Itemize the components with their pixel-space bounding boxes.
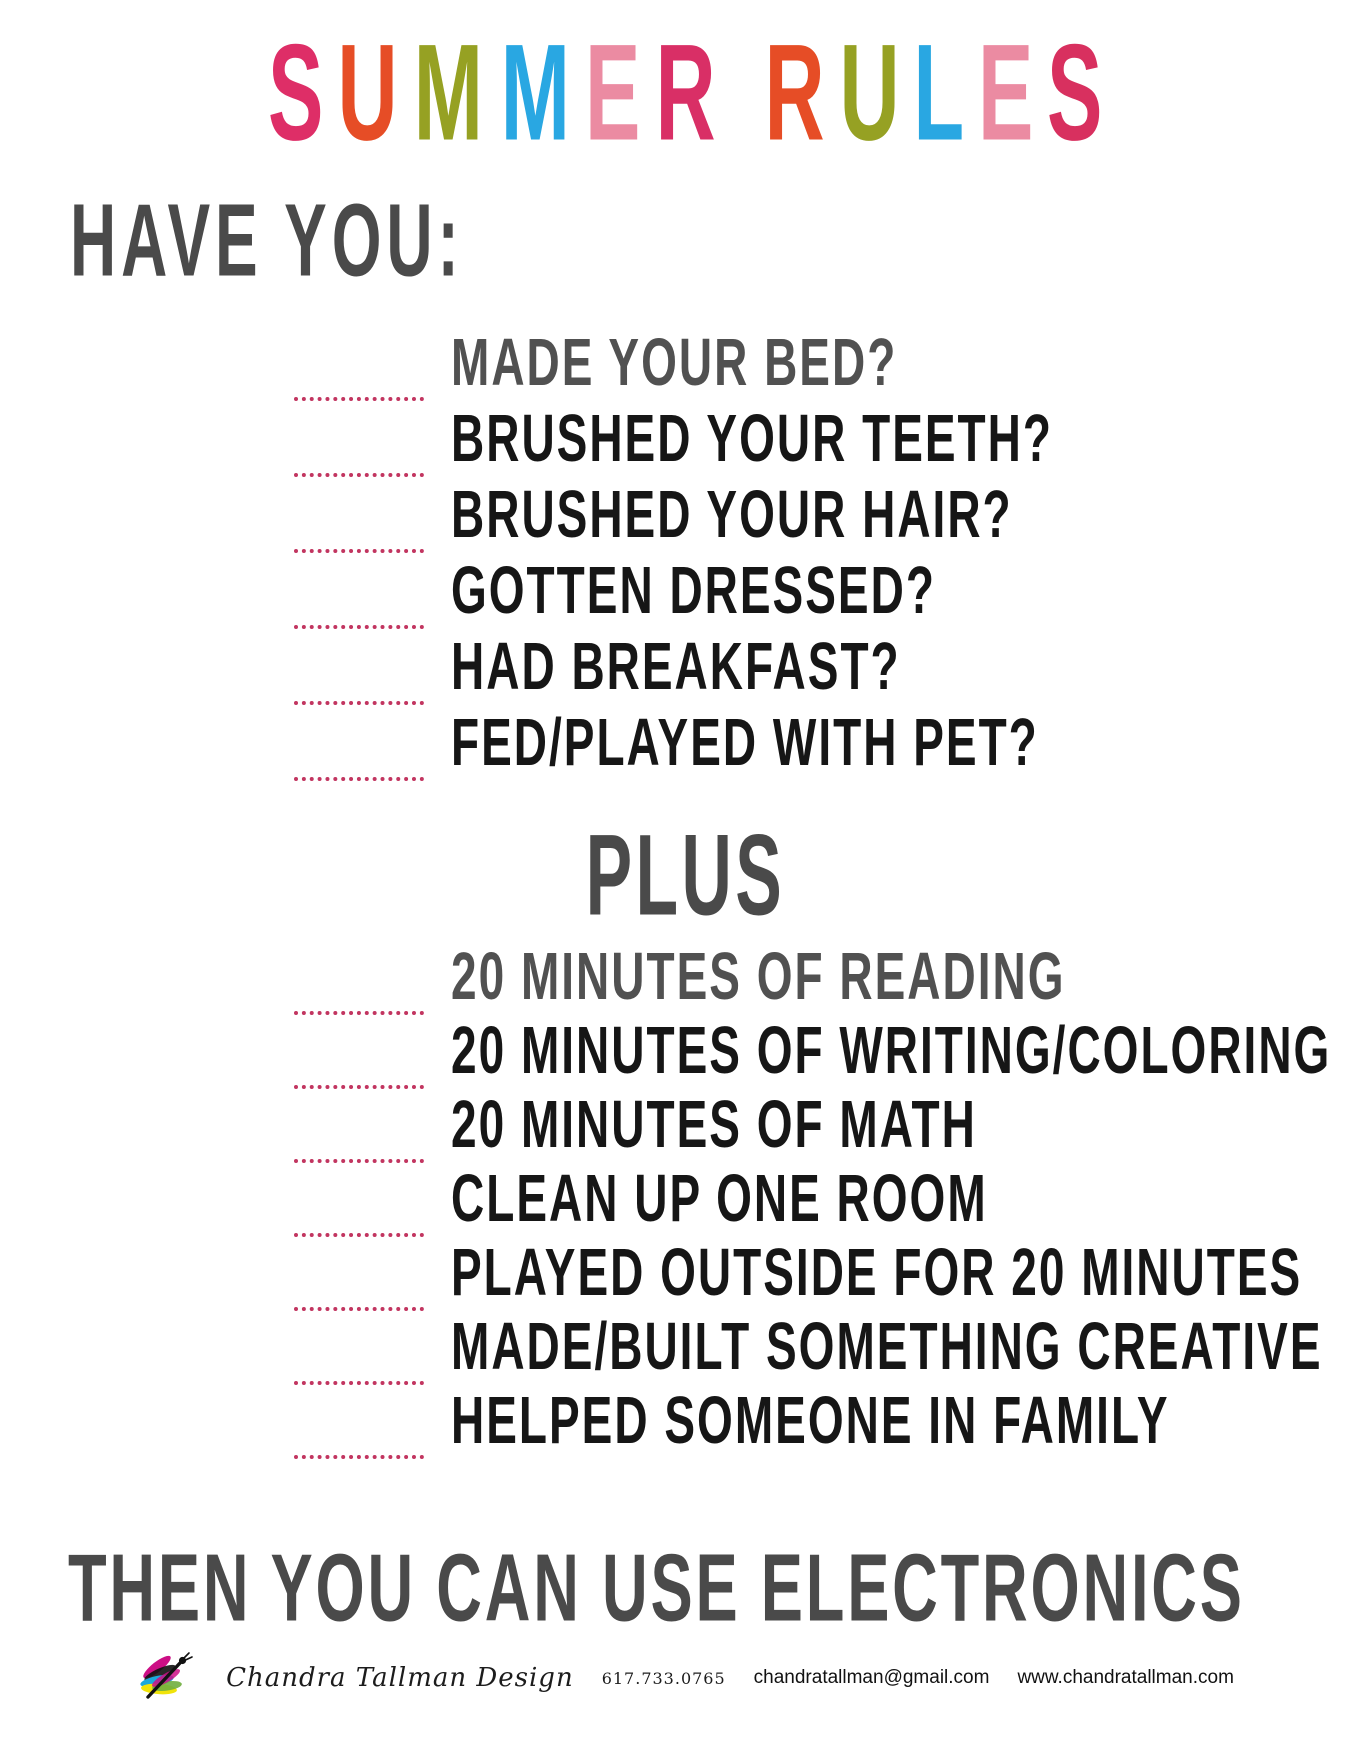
section-heading-plus: PLUS (585, 812, 785, 940)
checklist-item (0, 1159, 1370, 1242)
title-letter: S (267, 16, 324, 170)
checklist-item (0, 475, 1370, 558)
checklist-item (0, 399, 1370, 482)
title-letter: E (977, 16, 1034, 170)
title-letter: E (585, 16, 641, 170)
checkbox-line (294, 1159, 424, 1163)
checkbox-line (294, 1381, 424, 1385)
section-heading-have-you: HAVE YOU: (70, 181, 464, 299)
title-letter: U (839, 16, 900, 170)
checkbox-line (294, 1455, 424, 1459)
checklist-item-label: HAD BREAKFAST? (451, 627, 901, 704)
footer-website: www.chandratallman.com (1017, 1667, 1234, 1688)
footer-email: chandratallman@gmail.com (753, 1667, 990, 1688)
checklist-item (0, 627, 1370, 710)
checklist-item-label: 20 MINUTES OF MATH (451, 1085, 977, 1162)
checklist-item (0, 551, 1370, 634)
checkbox-line (294, 473, 424, 477)
checklist-item-label: CLEAN UP ONE ROOM (451, 1159, 988, 1236)
checklist-item-label: BRUSHED YOUR HAIR? (451, 475, 1013, 552)
section-heading-plus-wrap (0, 812, 1370, 940)
checklist-item (0, 937, 1370, 1020)
checklist-item-label: 20 MINUTES OF READING (451, 937, 1066, 1014)
checklist-item-label: FED/PLAYED WITH PET? (451, 703, 1039, 780)
poster-title (0, 16, 1370, 170)
checklist-item-label: 20 MINUTES OF WRITING/COLORING (451, 1011, 1332, 1088)
checklist-item-label: HELPED SOMEONE IN FAMILY (451, 1381, 1170, 1458)
checklist-item (0, 1011, 1370, 1094)
checklist-item (0, 323, 1370, 406)
footer-phone: 617.733.0765 (601, 1668, 726, 1688)
checklist-item (0, 1307, 1370, 1390)
checkbox-line (294, 625, 424, 629)
title-letter: M (500, 16, 570, 170)
checklist-item (0, 703, 1370, 786)
checklist-item-label: BRUSHED YOUR TEETH? (451, 399, 1053, 476)
checkbox-line (294, 1085, 424, 1089)
checkbox-line (294, 701, 424, 705)
checklist-item-label: PLAYED OUTSIDE FOR 20 MINUTES (451, 1233, 1303, 1310)
checklist-item-label: MADE/BUILT SOMETHING CREATIVE (451, 1307, 1323, 1384)
title-letter: M (413, 16, 484, 170)
checkbox-line (294, 777, 424, 781)
footer (0, 1648, 1370, 1708)
morning-checklist (0, 323, 1370, 786)
brand-name: Chandra Tallman Design (226, 1663, 574, 1693)
checklist-item-label: MADE YOUR BED? (451, 323, 898, 400)
dragonfly-icon (136, 1650, 198, 1706)
checkbox-line (294, 397, 424, 401)
checklist-item (0, 1381, 1370, 1464)
checkbox-line (294, 549, 424, 553)
title-letter: U (337, 16, 398, 170)
activities-checklist (0, 937, 1370, 1464)
checklist-item (0, 1085, 1370, 1168)
checklist-item (0, 1233, 1370, 1316)
title-letter: L (913, 16, 965, 170)
conclusion-text: THEN YOU CAN USE ELECTRONICS (68, 1535, 1245, 1642)
checklist-item-label: GOTTEN DRESSED? (451, 551, 936, 628)
checkbox-line (294, 1307, 424, 1311)
title-letter: S (1046, 16, 1103, 170)
title-letter: R (655, 16, 716, 170)
checkbox-line (294, 1233, 424, 1237)
title-letter: R (764, 16, 825, 170)
checkbox-line (294, 1011, 424, 1015)
